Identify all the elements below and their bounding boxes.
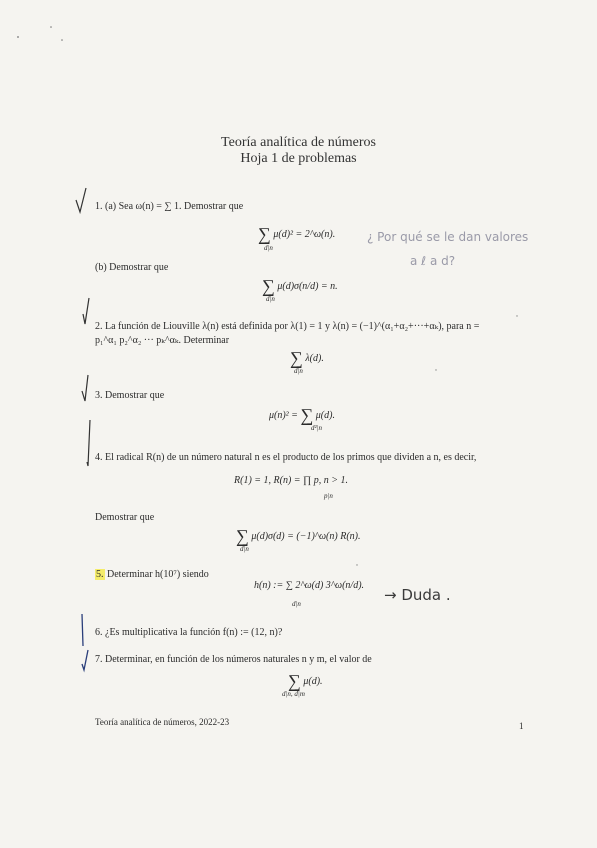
problem-2-statement-line-1: 2. La función de Liouville λ(n) está definida por λ(1) = 1 y λ(n) = (−1)^(α₁+α₂+···+αₖ), para n =	[95, 321, 480, 332]
problem-1b-formula: ∑ μ(d)σ(n/d) = n.	[262, 276, 338, 296]
problem-4-radical-formula: R(1) = 1, R(n) = ∏ p, n > 1.	[234, 475, 349, 486]
problem-2-formula: ∑ λ(d).	[290, 348, 324, 368]
problem-5-formula: h(n) := ∑ 2^ω(d) 3^ω(n/d).	[254, 580, 365, 591]
problem-7-formula: ∑ μ(d).	[288, 671, 323, 691]
problem-1a-sum-index: d|n	[264, 244, 273, 252]
page-title: Teoría analítica de números	[221, 135, 376, 150]
page-number: 1	[519, 721, 524, 731]
problem-3-statement: 3. Demostrar que	[95, 390, 165, 401]
check-mark-2	[80, 296, 94, 326]
problem-1a-formula-text: μ(d)² = 2^ω(n).	[273, 229, 336, 240]
problem-7-sum-index: d|n, d|m	[282, 690, 305, 698]
problem-7-formula-text: μ(d).	[303, 676, 323, 687]
problem-2-statement-line-2: p₁^α₁ p₂^α₂ ··· pₖ^αₖ. Determinar	[95, 335, 230, 346]
problem-4-statement-line-2: Demostrar que	[95, 512, 155, 523]
problem-5-statement	[95, 569, 209, 580]
problem-6-statement: 6. ¿Es multiplicativa la función f(n) := (12, n)?	[95, 627, 283, 638]
problem-1b-sum-index: d|n	[266, 295, 275, 303]
problem-4-formula: ∑ μ(d)σ(d) = (−1)^ω(n) R(n).	[236, 526, 361, 546]
problem-1b-formula-text: μ(d)σ(n/d) = n.	[277, 281, 338, 292]
problem-1b-statement: (b) Demostrar que	[95, 262, 169, 273]
page-subtitle: Hoja 1 de problemas	[240, 151, 357, 166]
problem-1a-formula: ∑ μ(d)² = 2^ω(n).	[258, 224, 336, 244]
pencil-note-line-2: a ℓ a d?	[410, 254, 456, 268]
problem-5-number-highlight: 5.	[96, 569, 104, 580]
check-mark-7	[80, 648, 92, 674]
check-mark-3	[80, 373, 94, 403]
problem-2-sum-index: d|n	[294, 367, 303, 375]
problem-4-product-index: p|n	[324, 492, 333, 500]
problem-2-formula-text: λ(d).	[305, 353, 324, 364]
check-mark-6	[78, 612, 88, 648]
problem-1a-statement: 1. (a) Sea ω(n) = ∑ 1. Demostrar que	[95, 201, 244, 212]
pencil-note-line-1: ¿ Por qué se le dan valores	[367, 230, 529, 244]
problem-3-formula-right: μ(d).	[315, 410, 335, 421]
problem-4-statement-line-1: 4. El radical R(n) de un número natural n es el producto de los primos que dividen a n, es decir,	[95, 452, 477, 463]
footer-course-year: Teoría analítica de números, 2022-23	[95, 717, 230, 727]
handwritten-duda-note: → Duda .	[384, 586, 451, 604]
problem-7-statement: 7. Determinar, en función de los números naturales n y m, el valor de	[95, 654, 372, 665]
problem-5-sum-index: d|n	[292, 600, 301, 608]
problem-5-text: Determinar h(10⁷) siendo	[107, 569, 209, 580]
check-mark-1	[74, 186, 92, 214]
problem-3-formula-left: μ(n)² =	[269, 410, 298, 421]
problem-3-formula: μ(n)² = ∑ μ(d).	[269, 405, 335, 425]
problem-4-sum-index: d|n	[240, 545, 249, 553]
problem-3-sum-index: d²|n	[311, 424, 323, 432]
problem-4-formula-text: μ(d)σ(d) = (−1)^ω(n) R(n).	[251, 531, 361, 542]
